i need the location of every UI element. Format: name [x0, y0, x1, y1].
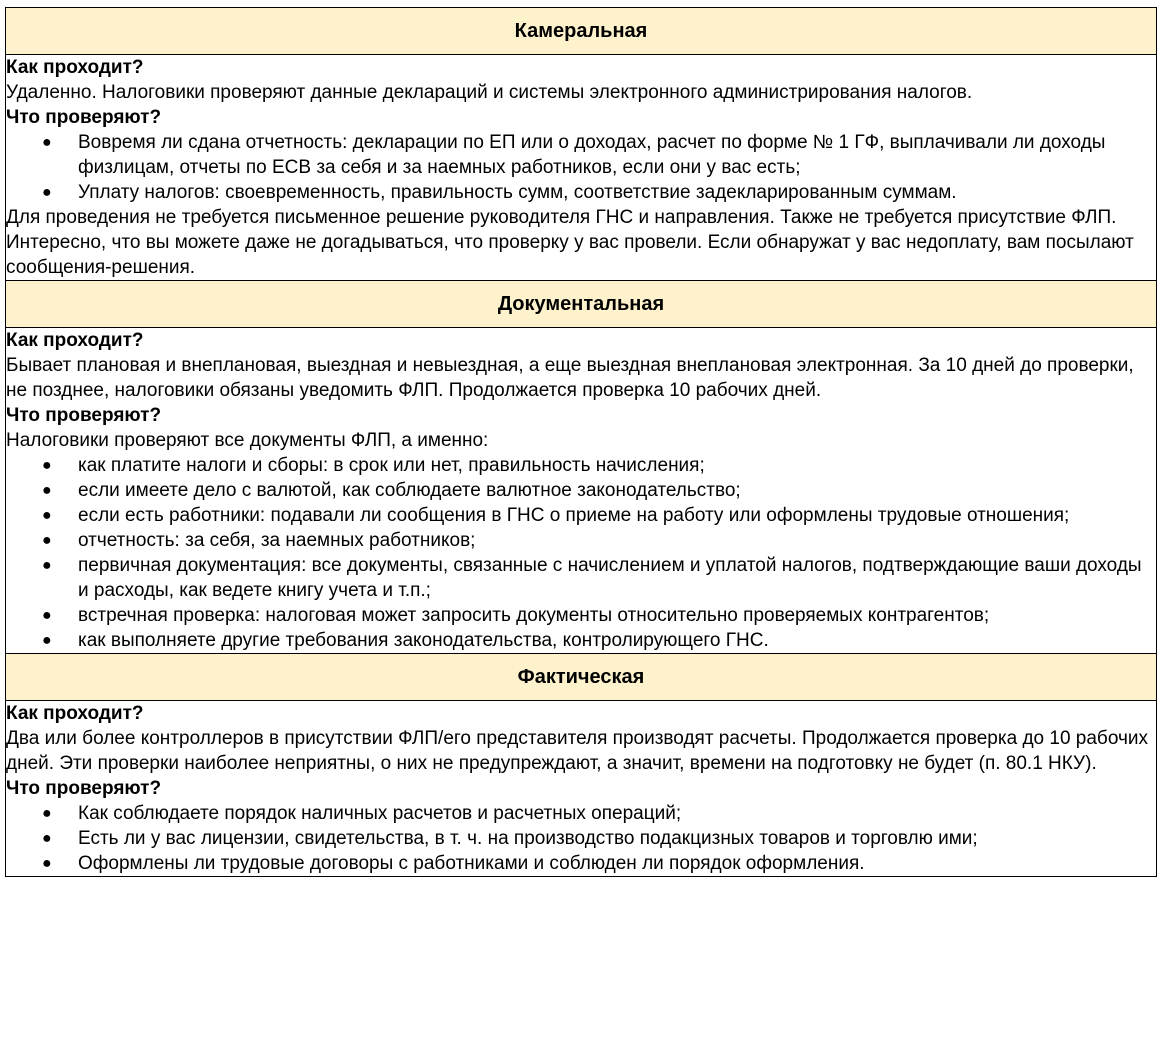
check-list — [6, 453, 1156, 653]
list-item: ● первичная документация: все документы, связанные с начислением и уплатой налогов, подтверждающие ваши доходы и расходы, как ведете книгу учета и т.п.; — [42, 555, 1142, 601]
section-body-dokumentalnaya — [6, 328, 1157, 654]
list-item: ● Уплату налогов: своевременность, правильность сумм, соответствие задекларированным суммам. — [42, 182, 957, 203]
section-body-kameralnaya — [6, 55, 1157, 281]
list-item: ● отчетность: за себя, за наемных работников; — [42, 530, 476, 551]
list-item: ● как выполняете другие требования законодательства, контролирующего ГНС. — [42, 630, 769, 651]
checks-table — [5, 7, 1157, 877]
what-label: Что проверяют? — [6, 778, 162, 799]
list-item: ● если имеете дело с валютой, как соблюдаете валютное законодательство; — [42, 480, 741, 501]
section-title-dokumentalnaya: Документальная — [6, 281, 1157, 328]
how-label: Как проходит? — [6, 57, 144, 78]
section-title-kameralnaya: Камеральная — [6, 8, 1157, 55]
bullet-icon: ● — [42, 632, 52, 649]
list-item: ● Как соблюдаете порядок наличных расчетов и расчетных операций; — [42, 803, 682, 824]
bullet-icon: ● — [42, 855, 52, 872]
what-label: Что проверяют? — [6, 405, 162, 426]
how-text: Бывает плановая и внеплановая, выездная и невыездная, а еще выездная внеплановая электронная. За 10 дней до проверки, не позднее, налоговики обязаны уведомить ФЛП. Продолжается проверка 10 рабочих дней. — [6, 355, 1134, 401]
how-text: Два или более контроллеров в присутствии ФЛП/его представителя производят расчеты. Продолжается проверка до 10 рабочих дней. Эти проверки наиболее неприятны, о них не предупреждают, а значит, времени на подготовку не будет (п. 80.1 НКУ). — [6, 728, 1148, 774]
list-item: ● если есть работники: подавали ли сообщения в ГНС о приеме на работу или оформлены трудовые отношения; — [42, 505, 1070, 526]
bullet-icon: ● — [42, 532, 52, 549]
what-label: Что проверяют? — [6, 107, 162, 128]
section-title-fakticheskaya: Фактическая — [6, 654, 1157, 701]
bullet-icon: ● — [42, 805, 52, 822]
list-item: ● Оформлены ли трудовые договоры с работниками и соблюден ли порядок оформления. — [42, 853, 865, 874]
bullet-icon: ● — [42, 457, 52, 474]
how-label: Как проходит? — [6, 330, 144, 351]
bullet-icon: ● — [42, 184, 52, 201]
check-list — [6, 801, 1156, 876]
bullet-icon: ● — [42, 607, 52, 624]
after-text: Для проведения не требуется письменное решение руководителя ГНС и направления. Также не требуется присутствие ФЛП. Интересно, что вы можете даже не догадываться, что проверку у вас провели. Если обнаружат у вас недоплату, вам посылают сообщения-решения. — [6, 207, 1134, 278]
list-item: ● Есть ли у вас лицензии, свидетельства, в т. ч. на производство подакцизных товаров и торговлю ими; — [42, 828, 978, 849]
intro-text: Налоговики проверяют все документы ФЛП, а именно: — [6, 430, 489, 451]
list-item: ● Вовремя ли сдана отчетность: декларации по ЕП или о доходах, расчет по форме № 1 ГФ, выплачивали ли доходы физлицам, отчеты по ЕСВ за себя и за наемных работников, если они у вас есть; — [42, 132, 1106, 178]
bullet-icon: ● — [42, 830, 52, 847]
bullet-icon: ● — [42, 507, 52, 524]
list-item: ● как платите налоги и сборы: в срок или нет, правильность начисления; — [42, 455, 705, 476]
list-item: ● встречная проверка: налоговая может запросить документы относительно проверяемых контрагентов; — [42, 605, 990, 626]
bullet-icon: ● — [42, 134, 52, 151]
section-body-fakticheskaya — [6, 701, 1157, 877]
how-label: Как проходит? — [6, 703, 144, 724]
check-list — [6, 130, 1156, 205]
how-text: Удаленно. Налоговики проверяют данные деклараций и системы электронного администрирования налогов. — [6, 82, 973, 103]
bullet-icon: ● — [42, 557, 52, 574]
bullet-icon: ● — [42, 482, 52, 499]
